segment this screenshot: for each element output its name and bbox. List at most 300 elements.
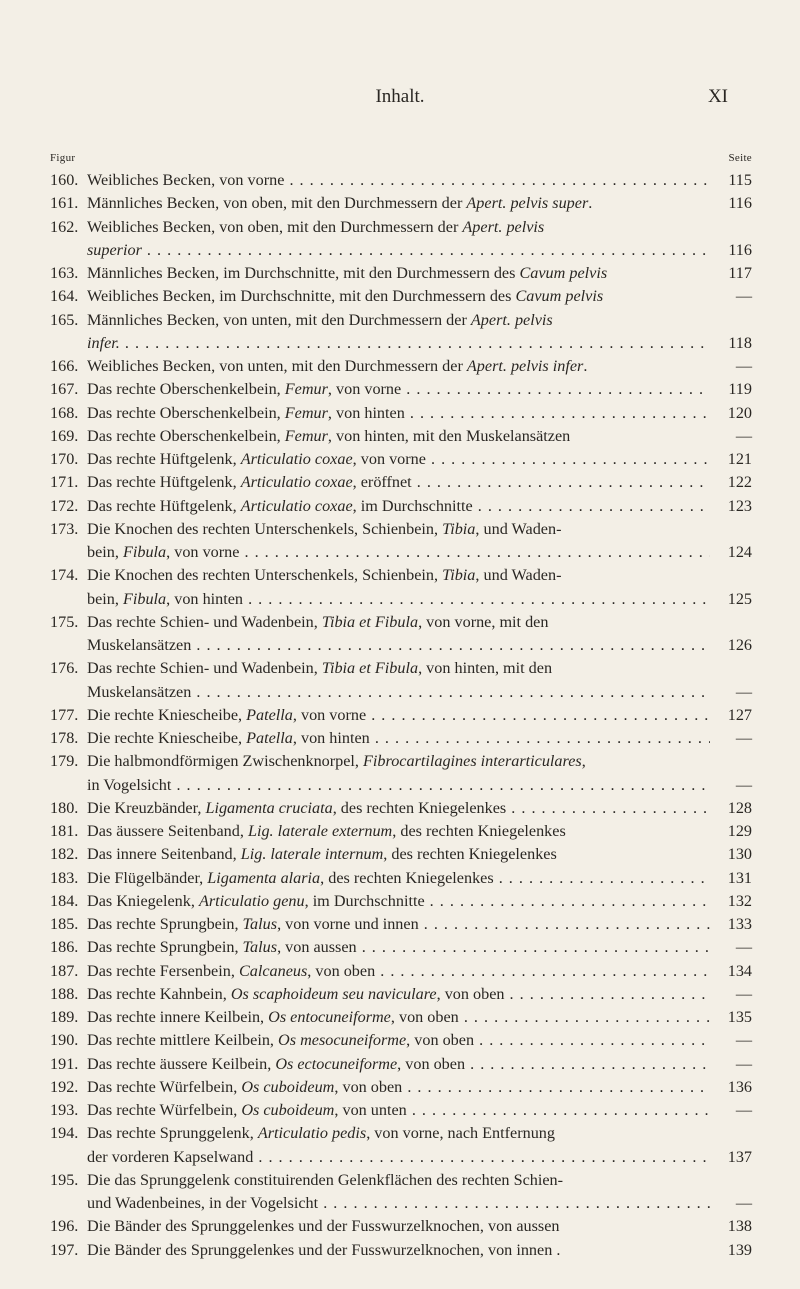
latin-term: Talus xyxy=(242,938,278,957)
entry-text-segment: Das rechte Sprungbein, xyxy=(87,938,243,957)
entry-text xyxy=(87,1122,710,1145)
entry-line xyxy=(50,634,752,657)
list-item xyxy=(50,1215,752,1238)
figure-number: 178. xyxy=(50,729,79,747)
entry-text-segment: bein, xyxy=(87,589,123,608)
entry-line xyxy=(50,402,752,425)
figure-number: 171. xyxy=(50,473,79,492)
entry-text xyxy=(87,936,710,959)
page-ref: 125 xyxy=(727,589,752,608)
entry-line xyxy=(50,1029,752,1052)
list-item xyxy=(50,1239,752,1262)
figure-number: 195. xyxy=(50,1170,79,1189)
entry-text xyxy=(87,262,710,285)
page-header xyxy=(0,86,800,116)
entry-text xyxy=(87,704,710,727)
entry-text-segment: Die rechte Kniescheibe, xyxy=(87,705,247,724)
entry-text-segment: bein, xyxy=(87,543,123,561)
entry-text-segment: Weibliches Becken, von vorne xyxy=(87,171,285,189)
entry-text xyxy=(87,634,710,657)
entry-line xyxy=(50,1053,752,1076)
list-item xyxy=(50,564,752,611)
entry-text-segment: , von oben xyxy=(334,1077,403,1096)
latin-term: Ligamenta alaria xyxy=(207,868,321,887)
page-ref: 116 xyxy=(728,240,752,259)
entry-text xyxy=(87,495,710,518)
entry-line xyxy=(50,983,752,1006)
list-item xyxy=(50,169,752,192)
latin-term: Os scaphoideum seu naviculare xyxy=(230,984,437,1003)
entry-line xyxy=(50,1122,752,1145)
list-item xyxy=(50,1099,752,1122)
list-item xyxy=(50,355,752,378)
entry-text-segment: Das rechte Oberschenkelbein, xyxy=(87,380,285,399)
entry-text-segment: , von oben xyxy=(397,1054,466,1073)
page-ref: 122 xyxy=(727,473,752,492)
entry-text-segment: , von vorne und innen xyxy=(277,915,419,933)
page-ref: — xyxy=(735,984,752,1003)
entry-line xyxy=(50,285,752,308)
entry-text xyxy=(87,681,710,704)
entry-text-segment: Das rechte Hüftgelenk, xyxy=(87,473,241,492)
page-ref: 121 xyxy=(727,450,752,468)
entry-text-segment: Die halbmondförmigen Zwischenknorpel, xyxy=(87,752,364,771)
entry-text-segment: , von vorne xyxy=(166,543,240,561)
list-item xyxy=(50,518,752,565)
entry-text-segment: Die das Sprunggelenk constituirenden Gelenkflächen des rechten Schien- xyxy=(87,1170,564,1189)
page-ref: 118 xyxy=(728,333,752,352)
figure-number: 190. xyxy=(50,1031,79,1050)
figure-number: 164. xyxy=(50,287,79,306)
figure-column-header: Figur xyxy=(50,152,76,164)
page-ref: 127 xyxy=(727,705,752,724)
entry-text-segment: Das rechte Oberschenkelbein, xyxy=(87,426,285,445)
entry-line xyxy=(50,471,752,494)
entry-line xyxy=(50,495,752,518)
entry-text-segment: , von vorne, nach Entfernung xyxy=(366,1124,555,1143)
entry-text-segment: , von hinten, mit den xyxy=(418,659,553,678)
entry-text-segment: . xyxy=(588,194,593,213)
entry-line xyxy=(50,1006,752,1029)
page-ref: 131 xyxy=(727,868,752,887)
list-item xyxy=(50,704,752,727)
latin-term: Os cuboideum xyxy=(241,1077,335,1096)
entry-line xyxy=(50,1169,752,1192)
entry-line xyxy=(50,820,752,843)
page-ref: 129 xyxy=(727,822,752,840)
entry-text-segment: , von hinten xyxy=(166,589,244,608)
latin-term: Cavum pelvis xyxy=(515,287,604,306)
entry-text xyxy=(87,216,710,239)
entry-text-segment: , von vorne, mit den xyxy=(418,612,549,631)
page-ref: 130 xyxy=(727,845,752,864)
list-item xyxy=(50,1122,752,1169)
entry-text xyxy=(87,1192,710,1215)
table-of-contents xyxy=(50,169,752,1262)
latin-term: Apert. pelvis xyxy=(462,217,545,236)
list-item xyxy=(50,1076,752,1099)
list-item xyxy=(50,402,752,425)
entry-text-segment: Das innere Seitenband, xyxy=(87,845,241,864)
page-ref: — xyxy=(735,287,752,306)
entry-line xyxy=(50,1146,752,1169)
latin-term: Os ectocuneiforme xyxy=(275,1054,398,1073)
entry-line xyxy=(50,913,752,936)
entry-text-segment: , von unten xyxy=(334,1101,407,1119)
entry-line xyxy=(50,239,752,262)
figure-number: 191. xyxy=(50,1054,79,1073)
entry-text xyxy=(87,448,710,471)
list-item xyxy=(50,611,752,658)
entry-text xyxy=(87,1146,710,1169)
page-ref: 133 xyxy=(727,915,752,933)
page-ref: 128 xyxy=(727,798,752,817)
page-column-header: Seite xyxy=(728,152,752,164)
latin-term: Articulatio coxae xyxy=(240,450,353,468)
figure-number: 174. xyxy=(50,566,79,585)
latin-term: Apert. pelvis super xyxy=(466,194,589,213)
entry-text-segment: , im Durchschnitte xyxy=(352,496,473,515)
entry-text xyxy=(87,285,710,308)
list-item xyxy=(50,448,752,471)
page-ref: — xyxy=(735,1194,752,1212)
entry-text xyxy=(87,1169,710,1192)
latin-term: Tibia xyxy=(442,566,476,585)
entry-text-segment: Das rechte mittlere Keilbein, xyxy=(87,1031,279,1050)
entry-text-segment: , des rechten Kniegelenkes xyxy=(332,798,507,817)
latin-term: Articulatio pedis xyxy=(257,1124,367,1143)
figure-number: 188. xyxy=(50,984,79,1003)
page-ref: — xyxy=(735,1031,752,1050)
figure-number: 169. xyxy=(50,426,79,445)
entry-line xyxy=(50,960,752,983)
figure-number: 197. xyxy=(50,1240,79,1259)
entry-text xyxy=(87,1215,710,1238)
latin-term: Os mesocuneiforme xyxy=(278,1031,407,1050)
latin-term: Fibula xyxy=(122,543,167,561)
entry-line xyxy=(50,657,752,680)
entry-text-segment: Das rechte Würfelbein, xyxy=(87,1077,242,1096)
page-ref: 134 xyxy=(727,961,752,980)
entry-text xyxy=(87,1076,710,1099)
entry-text xyxy=(87,960,710,983)
entry-text-segment: , von vorne xyxy=(352,450,426,468)
list-item xyxy=(50,471,752,494)
latin-term: Articulatio genu xyxy=(198,891,305,910)
entry-text-segment: Die rechte Kniescheibe, xyxy=(87,729,247,747)
entry-line xyxy=(50,843,752,866)
entry-text-segment: Muskelansätzen xyxy=(87,682,192,701)
entry-text xyxy=(87,843,710,866)
entry-line xyxy=(50,169,752,192)
entry-line xyxy=(50,425,752,448)
entry-line xyxy=(50,681,752,704)
entry-text-segment: Das rechte Fersenbein, xyxy=(87,961,239,980)
entry-text-segment: Die Kreuzbänder, xyxy=(87,798,206,817)
page-ref: 138 xyxy=(727,1217,752,1236)
entry-text xyxy=(87,564,710,587)
list-item xyxy=(50,285,752,308)
page-ref: 116 xyxy=(728,194,752,213)
entry-text-segment: , eröffnet xyxy=(352,473,412,492)
entry-text-segment: Die Bänder des Sprunggelenkes und der Fusswurzelknochen, von innen . xyxy=(87,1240,561,1259)
entry-text xyxy=(87,471,710,494)
page-ref: 124 xyxy=(727,543,752,561)
entry-line xyxy=(50,1076,752,1099)
page-ref: — xyxy=(735,682,752,701)
entry-text-segment: , von aussen xyxy=(277,938,357,957)
list-item xyxy=(50,867,752,890)
entry-line xyxy=(50,355,752,378)
latin-term: Patella xyxy=(246,729,293,747)
entry-line xyxy=(50,704,752,727)
entry-text-segment: Die Knochen des rechten Unterschenkels, Schienbein, xyxy=(87,519,443,538)
figure-number: 182. xyxy=(50,845,79,864)
entry-text xyxy=(87,355,710,378)
list-item xyxy=(50,983,752,1006)
entry-text-segment: Die Knochen des rechten Unterschenkels, Schienbein, xyxy=(87,566,443,585)
entry-line xyxy=(50,774,752,797)
latin-term: Lig. laterale externum xyxy=(247,822,393,840)
figure-number: 184. xyxy=(50,891,79,910)
latin-term: Femur xyxy=(284,403,328,422)
entry-text-segment: Weibliches Becken, im Durchschnitte, mit den Durchmessern des xyxy=(87,287,516,306)
entry-text xyxy=(87,1006,710,1029)
entry-line xyxy=(50,611,752,634)
entry-text xyxy=(87,611,710,634)
figure-number: 196. xyxy=(50,1217,79,1236)
latin-term: Os cuboideum xyxy=(241,1101,335,1119)
figure-number: 187. xyxy=(50,961,79,980)
entry-text-segment: in Vogelsicht xyxy=(87,775,172,794)
entry-text xyxy=(87,588,710,611)
entry-text-segment: Das rechte Sprunggelenk, xyxy=(87,1124,258,1143)
entry-text-segment: Männliches Becken, von unten, mit den Durchmessern der xyxy=(87,310,471,329)
entry-text xyxy=(87,402,710,425)
figure-number: 194. xyxy=(50,1124,79,1143)
latin-term: superior xyxy=(87,240,142,259)
list-item xyxy=(50,750,752,797)
list-item xyxy=(50,657,752,704)
entry-text-segment: Männliches Becken, von oben, mit den Durchmessern der xyxy=(87,194,467,213)
entry-text-segment: , von hinten, mit den Muskelansätzen xyxy=(327,426,571,445)
list-item xyxy=(50,378,752,401)
entry-text-segment: , von hinten xyxy=(327,403,405,422)
figure-number: 180. xyxy=(50,798,79,817)
figure-number: 173. xyxy=(50,519,79,538)
page-ref: — xyxy=(735,938,752,957)
entry-text-segment: Die Flügelbänder, xyxy=(87,868,208,887)
entry-text-segment: Weibliches Becken, von unten, mit den Durchmessern der xyxy=(87,357,467,375)
entry-text xyxy=(87,541,710,564)
entry-text-segment: , von hinten xyxy=(292,729,370,747)
page-ref: 137 xyxy=(727,1147,752,1166)
entry-text xyxy=(87,1053,710,1076)
entry-text-segment: . xyxy=(583,357,588,375)
page-ref: 139 xyxy=(727,1240,752,1259)
entry-text xyxy=(87,774,710,797)
page-ref: — xyxy=(735,775,752,794)
latin-term: Articulatio coxae xyxy=(240,473,353,492)
entry-line xyxy=(50,216,752,239)
page-ref: — xyxy=(735,729,752,747)
entry-line xyxy=(50,936,752,959)
entry-text xyxy=(87,1099,710,1122)
entry-text-segment: Das rechte Hüftgelenk, xyxy=(87,450,241,468)
entry-line xyxy=(50,727,752,750)
list-item xyxy=(50,1029,752,1052)
list-item xyxy=(50,1169,752,1216)
entry-text-segment: , von oben xyxy=(307,961,376,980)
page-ref: — xyxy=(735,1054,752,1073)
entry-text xyxy=(87,309,710,332)
latin-term: Apert. pelvis infer xyxy=(466,357,584,375)
entry-text-segment: , von oben xyxy=(390,1008,459,1026)
figure-number: 163. xyxy=(50,264,79,282)
page-ref: 115 xyxy=(728,171,752,189)
entry-text-segment: Männliches Becken, im Durchschnitte, mit den Durchmessern des xyxy=(87,264,520,282)
list-item xyxy=(50,1053,752,1076)
list-item xyxy=(50,309,752,356)
entry-line xyxy=(50,378,752,401)
entry-text-segment: Das rechte Kahnbein, xyxy=(87,984,231,1003)
list-item xyxy=(50,820,752,843)
page-ref: 126 xyxy=(727,636,752,654)
list-item xyxy=(50,192,752,215)
page-ref: 120 xyxy=(727,403,752,422)
entry-text-segment: Muskelansätzen xyxy=(87,636,192,654)
entry-text-segment: Das rechte Schien- und Wadenbein, xyxy=(87,659,322,678)
figure-number: 165. xyxy=(50,310,79,329)
figure-number: 168. xyxy=(50,403,79,422)
figure-number: 177. xyxy=(50,705,79,724)
page-ref: 135 xyxy=(727,1008,752,1026)
entry-text xyxy=(87,727,710,750)
entry-text xyxy=(87,1029,710,1052)
figure-number: 167. xyxy=(50,380,79,399)
entry-text-segment: Das rechte Würfelbein, xyxy=(87,1101,242,1119)
latin-term: Apert. pelvis xyxy=(470,310,553,329)
page-ref: 119 xyxy=(728,380,752,399)
entry-text-segment: Weibliches Becken, von oben, mit den Durchmessern der xyxy=(87,217,463,236)
latin-term: Calcaneus xyxy=(238,961,308,980)
latin-term: Tibia xyxy=(442,519,476,538)
figure-number: 172. xyxy=(50,496,79,515)
list-item xyxy=(50,1006,752,1029)
list-item xyxy=(50,425,752,448)
list-item xyxy=(50,262,752,285)
list-item xyxy=(50,495,752,518)
entry-line xyxy=(50,192,752,215)
entry-text xyxy=(87,913,710,936)
latin-term: infer. xyxy=(87,333,120,352)
list-item xyxy=(50,936,752,959)
entry-text-segment: und Wadenbeines, in der Vogelsicht xyxy=(87,1194,319,1212)
entry-text-segment: , von oben xyxy=(436,984,505,1003)
entry-line xyxy=(50,518,752,541)
figure-number: 179. xyxy=(50,752,79,771)
entry-line xyxy=(50,262,752,285)
latin-term: Femur xyxy=(284,380,328,399)
entry-text-segment: Die Bänder des Sprunggelenkes und der Fusswurzelknochen, von aussen xyxy=(87,1217,560,1236)
page-ref: 136 xyxy=(727,1077,752,1096)
entry-text-segment: Das äussere Seitenband, xyxy=(87,822,248,840)
entry-line xyxy=(50,797,752,820)
figure-number: 192. xyxy=(50,1077,79,1096)
entry-text-segment: , des rechten Kniegelenkes xyxy=(383,845,557,864)
entry-text xyxy=(87,378,710,401)
list-item xyxy=(50,843,752,866)
entry-text xyxy=(87,820,710,843)
list-item xyxy=(50,913,752,936)
entry-text xyxy=(87,169,710,192)
figure-number: 183. xyxy=(50,868,79,887)
entry-text xyxy=(87,867,710,890)
entry-line xyxy=(50,750,752,773)
entry-line xyxy=(50,448,752,471)
figure-number: 189. xyxy=(50,1008,79,1026)
entry-text-segment: , von oben xyxy=(406,1031,475,1050)
entry-text xyxy=(87,890,710,913)
entry-text xyxy=(87,797,710,820)
figure-number: 162. xyxy=(50,217,79,236)
entry-line xyxy=(50,1192,752,1215)
list-item xyxy=(50,727,752,750)
latin-term: Cavum pelvis xyxy=(519,264,608,282)
page-ref: 117 xyxy=(728,264,752,282)
page-ref: — xyxy=(735,426,752,445)
page-title: Inhalt. xyxy=(375,86,425,107)
entry-line xyxy=(50,867,752,890)
entry-text-segment: Das rechte Sprungbein, xyxy=(87,915,243,933)
entry-text-segment: Das rechte Schien- und Wadenbein, xyxy=(87,612,322,631)
entry-text xyxy=(87,750,710,773)
entry-line xyxy=(50,309,752,332)
column-headers xyxy=(50,152,752,168)
entry-text xyxy=(87,192,710,215)
list-item xyxy=(50,797,752,820)
figure-number: 176. xyxy=(50,659,79,678)
figure-number: 175. xyxy=(50,612,79,631)
entry-text xyxy=(87,1239,710,1262)
entry-text-segment: , und Waden- xyxy=(475,519,562,538)
entry-line xyxy=(50,541,752,564)
entry-text-segment: Das rechte Oberschenkelbein, xyxy=(87,403,285,422)
figure-number: 185. xyxy=(50,915,79,933)
entry-text-segment: , von vorne xyxy=(292,705,367,724)
figure-number: 166. xyxy=(50,357,79,375)
entry-line xyxy=(50,1239,752,1262)
entry-text xyxy=(87,983,710,1006)
latin-term: Ligamenta cruciata xyxy=(205,798,333,817)
page-ref: 123 xyxy=(727,496,752,515)
latin-term: Tibia et Fibula xyxy=(321,612,419,631)
entry-line xyxy=(50,890,752,913)
list-item xyxy=(50,960,752,983)
entry-text-segment: Das rechte innere Keilbein, xyxy=(87,1008,269,1026)
page-number: XI xyxy=(707,86,728,107)
entry-line xyxy=(50,1099,752,1122)
entry-text-segment: , xyxy=(581,752,586,771)
latin-term: Os entocuneiforme xyxy=(268,1008,391,1026)
figure-number: 181. xyxy=(50,822,79,840)
figure-number: 160. xyxy=(50,171,79,189)
latin-term: Femur xyxy=(284,426,328,445)
entry-text-segment: Das rechte äussere Keilbein, xyxy=(87,1054,276,1073)
entry-line xyxy=(50,564,752,587)
figure-number: 193. xyxy=(50,1101,79,1119)
figure-number: 170. xyxy=(50,450,79,468)
